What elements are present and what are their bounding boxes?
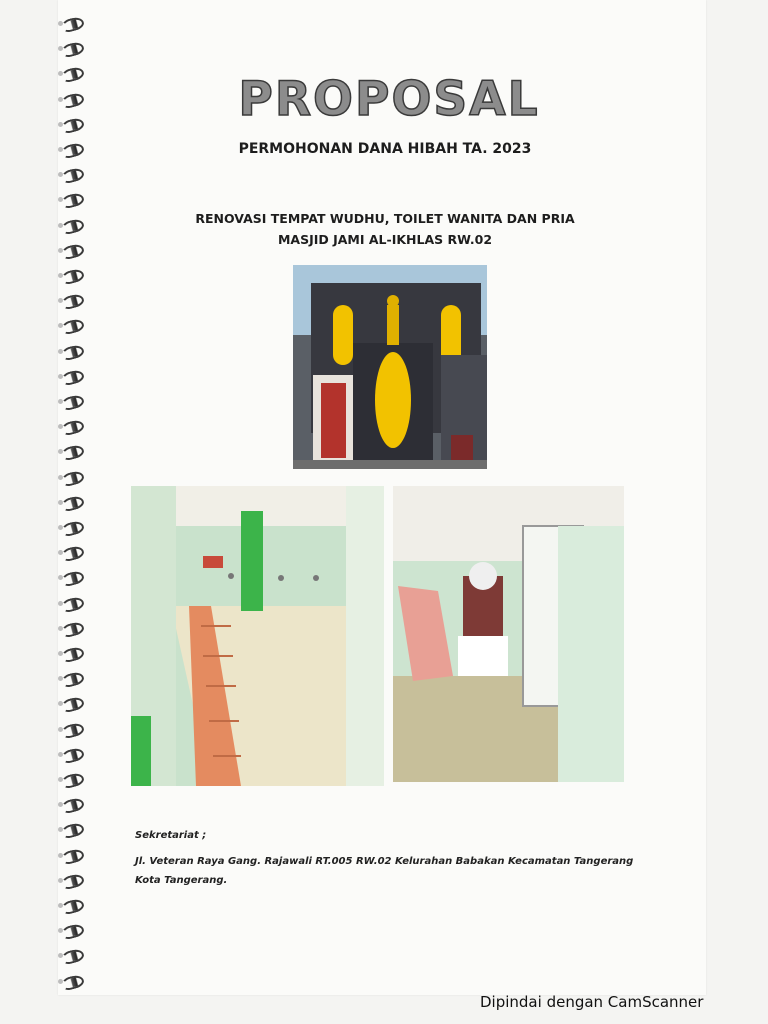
punch-hole	[58, 525, 63, 530]
spiral-ring	[61, 872, 86, 890]
punch-hole	[58, 878, 63, 883]
spiral-binding	[56, 18, 86, 983]
punch-hole	[58, 273, 63, 278]
spiral-ring	[61, 797, 86, 815]
spiral-ring	[61, 696, 86, 714]
punch-hole	[58, 21, 63, 26]
spiral-ring	[61, 923, 86, 941]
spiral-ring	[61, 444, 86, 462]
spiral-ring	[61, 671, 86, 689]
punch-hole	[58, 147, 63, 152]
spiral-ring	[61, 645, 86, 663]
spiral-ring	[61, 393, 86, 411]
punch-hole	[58, 399, 63, 404]
spiral-ring	[61, 141, 86, 159]
punch-hole	[58, 651, 63, 656]
spiral-ring	[61, 620, 86, 638]
spiral-ring	[61, 41, 86, 59]
document-title: PROPOSAL	[238, 72, 540, 127]
spiral-ring	[61, 746, 86, 764]
spiral-ring	[61, 847, 86, 865]
spiral-ring	[61, 822, 86, 840]
punch-hole	[58, 97, 63, 102]
spiral-ring	[61, 519, 86, 537]
spiral-ring	[61, 293, 86, 311]
spiral-ring	[61, 494, 86, 512]
punch-hole	[58, 777, 63, 782]
punch-hole	[58, 727, 63, 732]
punch-hole	[58, 903, 63, 908]
punch-hole	[58, 374, 63, 379]
punch-hole	[58, 601, 63, 606]
punch-hole	[58, 626, 63, 631]
spiral-ring	[61, 116, 86, 134]
wudhu-area-photo	[131, 486, 384, 786]
punch-hole	[58, 349, 63, 354]
spiral-ring	[61, 15, 86, 33]
punch-hole	[58, 248, 63, 253]
secretariat-address	[135, 852, 635, 890]
spiral-ring	[61, 545, 86, 563]
spiral-ring	[61, 192, 86, 210]
punch-hole	[58, 853, 63, 858]
punch-hole	[58, 979, 63, 984]
punch-hole	[58, 752, 63, 757]
spiral-ring	[61, 419, 86, 437]
toilet-area-photo	[393, 486, 624, 782]
project-heading-line1: RENOVASI TEMPAT WUDHU, TOILET WANITA DAN PRIA	[195, 211, 575, 226]
spiral-ring	[61, 91, 86, 109]
spiral-ring	[61, 771, 86, 789]
address-line1: Jl. Veteran Raya Gang. Rajawali RT.005 RW.02 Kelurahan Babakan Kecamatan Tangerang	[135, 856, 634, 867]
punch-hole	[58, 500, 63, 505]
secretariat-label: Sekretariat ;	[135, 830, 207, 841]
spiral-ring	[61, 66, 86, 84]
spiral-ring	[61, 242, 86, 260]
punch-hole	[58, 475, 63, 480]
spiral-ring	[61, 217, 86, 235]
project-heading-line2: MASJID JAMI AL-IKHLAS RW.02	[277, 232, 493, 247]
spiral-ring	[61, 318, 86, 336]
mosque-photo	[293, 265, 487, 469]
address-line2: Kota Tangerang.	[135, 875, 228, 886]
spiral-ring	[61, 267, 86, 285]
spiral-ring	[61, 948, 86, 966]
spiral-ring	[61, 343, 86, 361]
spiral-ring	[61, 721, 86, 739]
spiral-ring	[61, 469, 86, 487]
punch-hole	[58, 122, 63, 127]
spiral-ring	[61, 595, 86, 613]
spiral-ring	[61, 570, 86, 588]
spiral-ring	[61, 167, 86, 185]
spiral-ring	[61, 368, 86, 386]
camscanner-watermark: Dipindai dengan CamScanner	[480, 993, 704, 1011]
punch-hole	[58, 223, 63, 228]
document-subtitle: PERMOHONAN DANA HIBAH TA. 2023	[238, 141, 532, 157]
spiral-ring	[61, 897, 86, 915]
